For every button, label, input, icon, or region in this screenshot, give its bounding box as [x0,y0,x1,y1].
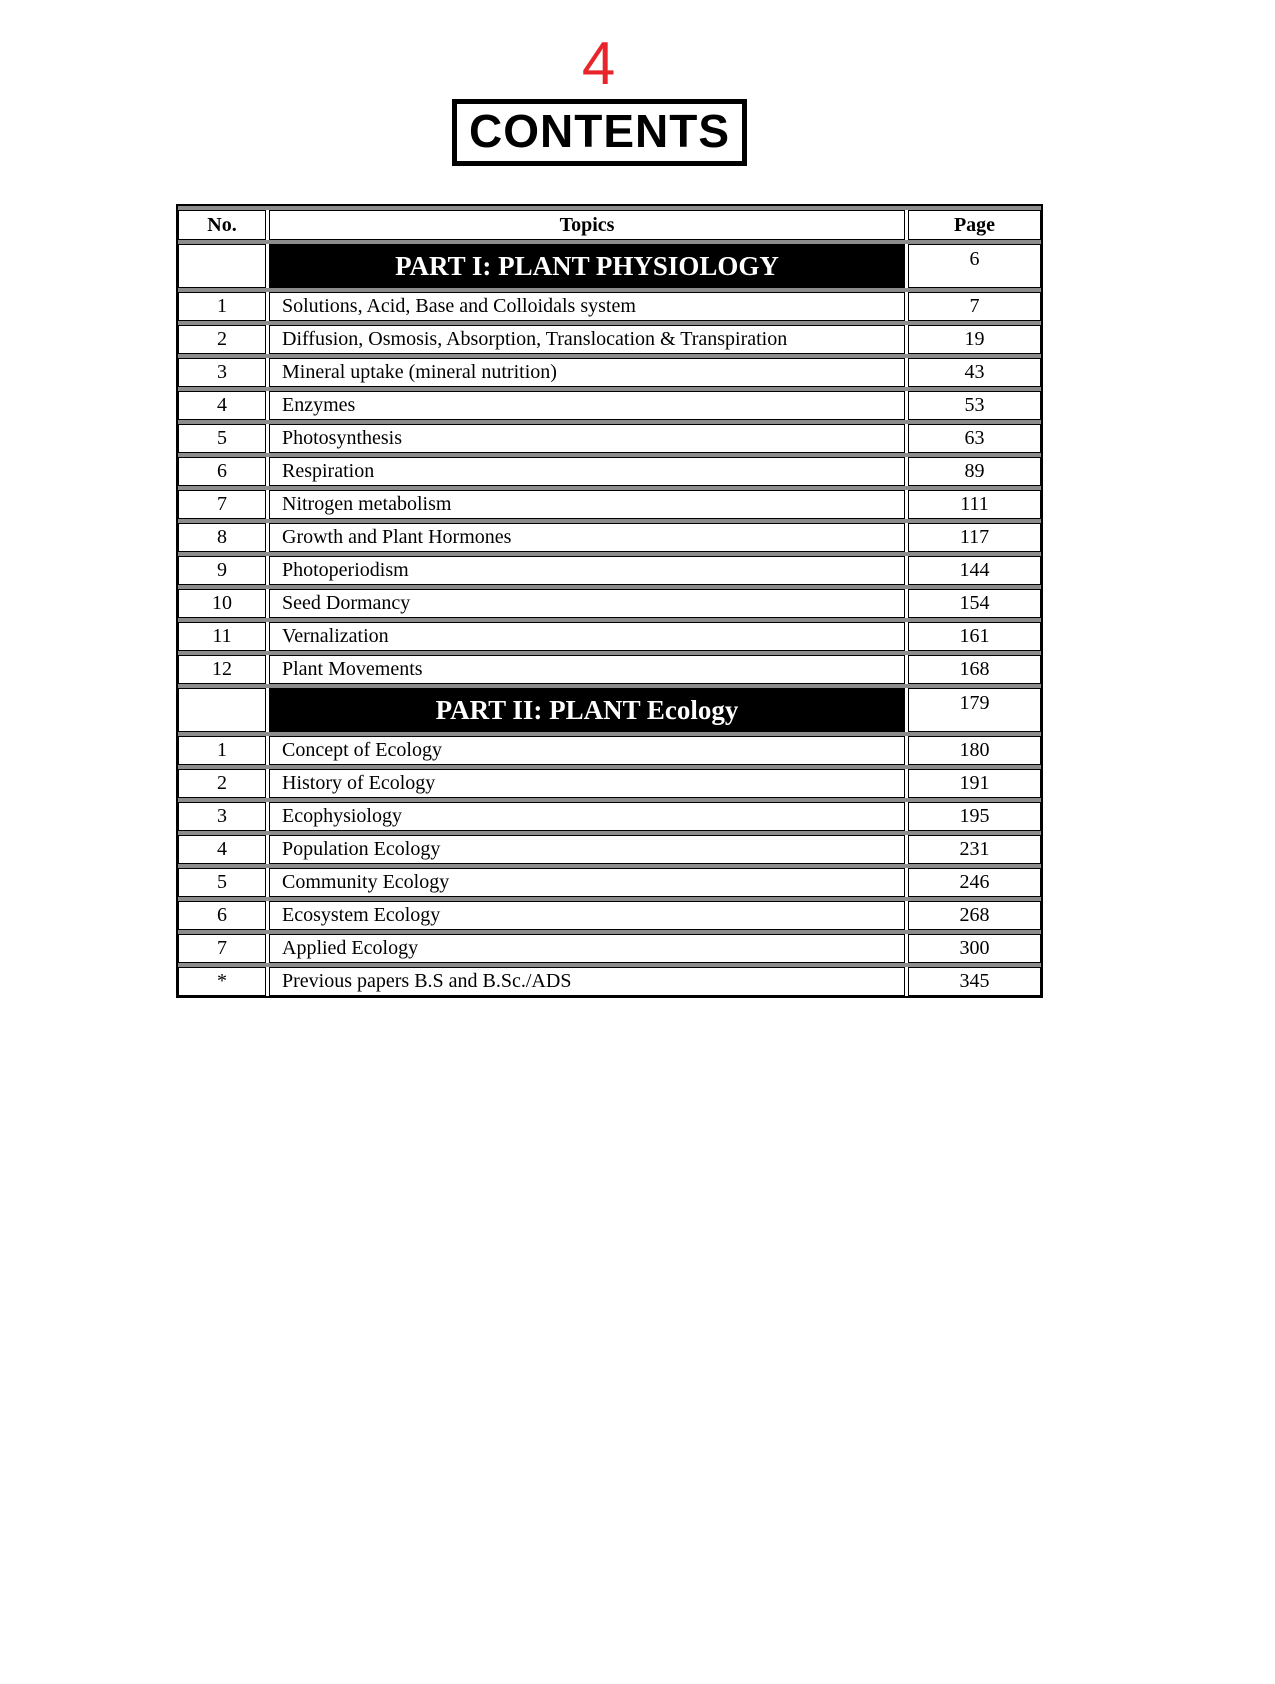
page-cell: 144 [908,556,1041,585]
topic-cell: Ecophysiology [269,802,905,831]
row-number-cell: * [178,967,266,996]
section-header-row [178,244,1041,288]
row-number-cell: 9 [178,556,266,585]
row-number-cell: 5 [178,424,266,453]
page-number: 4 [581,30,616,97]
row-number-cell: 7 [178,934,266,963]
topic-cell: Population Ecology [269,835,905,864]
table-row [178,358,1041,387]
section-page-cell: 179 [908,688,1041,732]
section-no-cell [178,244,266,288]
topic-cell: Concept of Ecology [269,736,905,765]
table-row [178,736,1041,765]
table-row [178,769,1041,798]
table-row [178,835,1041,864]
row-number-cell: 6 [178,457,266,486]
table-row [178,901,1041,930]
row-number-cell: 1 [178,292,266,321]
page-cell: 231 [908,835,1041,864]
row-number-cell: 11 [178,622,266,651]
page-cell: 154 [908,589,1041,618]
row-number-cell: 6 [178,901,266,930]
topic-cell: Ecosystem Ecology [269,901,905,930]
topic-cell: Growth and Plant Hormones [269,523,905,552]
topic-cell: Photoperiodism [269,556,905,585]
page-cell: 195 [908,802,1041,831]
section-no-cell [178,688,266,732]
page-cell: 19 [908,325,1041,354]
page-cell: 168 [908,655,1041,684]
topic-cell: Respiration [269,457,905,486]
topic-cell: Enzymes [269,391,905,420]
page-title: CONTENTS [452,99,747,166]
table-row [178,292,1041,321]
topic-cell: Community Ecology [269,868,905,897]
row-number-cell: 1 [178,736,266,765]
table-row [178,523,1041,552]
topic-cell: Nitrogen metabolism [269,490,905,519]
header-no: No. [178,210,266,240]
table-row [178,622,1041,651]
header-topics: Topics [269,210,905,240]
table-row [178,802,1041,831]
contents-table [176,204,1043,998]
table-row [178,655,1041,684]
page-cell: 180 [908,736,1041,765]
table-row [178,457,1041,486]
row-number-cell: 2 [178,769,266,798]
row-number-cell: 4 [178,835,266,864]
table-row [178,490,1041,519]
page-cell: 7 [908,292,1041,321]
topic-cell: Plant Movements [269,655,905,684]
page-cell: 161 [908,622,1041,651]
table-row [178,424,1041,453]
page-cell: 89 [908,457,1041,486]
table-row [178,934,1041,963]
row-number-cell: 3 [178,358,266,387]
topic-cell: History of Ecology [269,769,905,798]
row-number-cell: 3 [178,802,266,831]
topic-cell: Seed Dormancy [269,589,905,618]
section-page-cell: 6 [908,244,1041,288]
topic-cell: Solutions, Acid, Base and Colloidals system [269,292,905,321]
table-row [178,325,1041,354]
page-content [176,30,1043,998]
page-cell: 191 [908,769,1041,798]
table-row [178,391,1041,420]
topic-cell: Previous papers B.S and B.Sc./ADS [269,967,905,996]
section-title: PART II: PLANT Ecology [269,688,905,732]
topic-cell: Applied Ecology [269,934,905,963]
section-header-row [178,688,1041,732]
table-header-row [178,210,1041,240]
page-cell: 345 [908,967,1041,996]
topic-cell: Diffusion, Osmosis, Absorption, Translocation & Transpiration [269,325,905,354]
row-number-cell: 12 [178,655,266,684]
row-number-cell: 7 [178,490,266,519]
page-cell: 268 [908,901,1041,930]
page-cell: 43 [908,358,1041,387]
row-number-cell: 4 [178,391,266,420]
section-title: PART I: PLANT PHYSIOLOGY [269,244,905,288]
row-number-cell: 5 [178,868,266,897]
topic-cell: Vernalization [269,622,905,651]
header-page: Page [908,210,1041,240]
page-cell: 111 [908,490,1041,519]
page-cell: 53 [908,391,1041,420]
table-row [178,967,1041,996]
row-number-cell: 2 [178,325,266,354]
page-cell: 63 [908,424,1041,453]
table-row [178,589,1041,618]
row-number-cell: 10 [178,589,266,618]
table-row [178,868,1041,897]
table-row [178,556,1041,585]
page-cell: 300 [908,934,1041,963]
contents-title-wrap [166,99,1033,166]
page-cell: 117 [908,523,1041,552]
row-number-cell: 8 [178,523,266,552]
page-cell: 246 [908,868,1041,897]
topic-cell: Photosynthesis [269,424,905,453]
topic-cell: Mineral uptake (mineral nutrition) [269,358,905,387]
